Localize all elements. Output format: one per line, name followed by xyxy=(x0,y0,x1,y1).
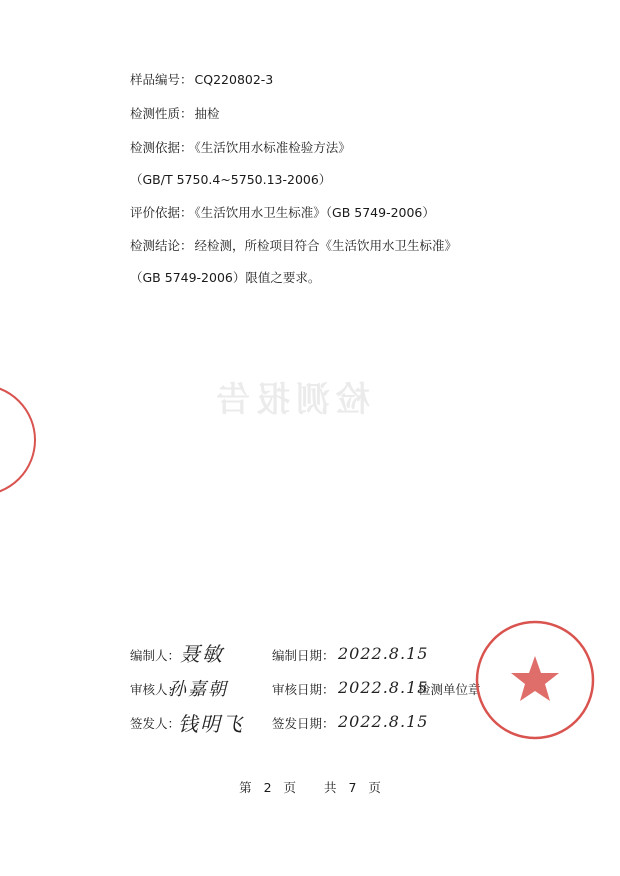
issue-date-value: 2022.8.15 xyxy=(338,712,429,731)
page-unit: 页 xyxy=(283,780,297,795)
compiler-label: 编制人： xyxy=(130,648,181,663)
official-seal xyxy=(440,620,620,750)
reviewer-signature: 孙嘉朝 xyxy=(168,679,228,700)
evaluation-basis-row xyxy=(130,205,435,221)
sample-number-label: 样品编号： xyxy=(130,72,193,87)
test-basis-value: 《生活饮用水标准检验方法》 xyxy=(194,140,351,155)
review-date-value: 2022.8.15 xyxy=(338,678,429,697)
sample-number-row xyxy=(130,72,273,88)
partial-seal-left xyxy=(0,380,40,500)
evaluation-basis-label: 评价依据： xyxy=(130,205,193,220)
test-basis-row xyxy=(130,140,351,156)
issuer-label: 签发人： xyxy=(130,716,181,731)
test-basis-continued: （GB/T 5750.4~5750.13-2006） xyxy=(130,172,332,187)
compile-date-value: 2022.8.15 xyxy=(338,644,429,663)
test-nature-row xyxy=(130,106,220,122)
page-footer xyxy=(0,778,620,796)
total-unit: 页 xyxy=(368,780,381,795)
compile-date-label: 编制日期： xyxy=(272,648,335,663)
issuer-signature: 钱明飞 xyxy=(178,712,244,736)
conclusion-continued: （GB 5749-2006）限值之要求。 xyxy=(130,270,321,285)
total-pages: 7 xyxy=(348,780,357,795)
unit-seal-label: 检测单位章 xyxy=(418,682,481,697)
ghost-report-title: 检测报告 xyxy=(210,380,370,420)
test-nature-value: 抽检 xyxy=(194,106,220,121)
compiler-signature: 聂敏 xyxy=(180,642,224,666)
sample-number-value: CQ220802-3 xyxy=(194,72,274,87)
conclusion-label: 检测结论： xyxy=(130,238,193,253)
page-prefix: 第 xyxy=(239,780,252,795)
evaluation-basis-value: 《生活饮用水卫生标准》（GB 5749-2006） xyxy=(194,205,435,220)
review-date-label: 审核日期： xyxy=(272,682,335,697)
conclusion-value: 经检测，所检项目符合《生活饮用水卫生标准》 xyxy=(194,238,458,253)
issue-date-label: 签发日期： xyxy=(272,716,335,731)
test-nature-label: 检测性质： xyxy=(130,106,193,121)
total-prefix: 共 xyxy=(323,780,337,795)
page-number: 2 xyxy=(263,780,272,795)
test-basis-label: 检测依据： xyxy=(130,140,193,155)
reviewer-label: 审核人： xyxy=(130,682,181,697)
conclusion-row xyxy=(130,238,457,254)
